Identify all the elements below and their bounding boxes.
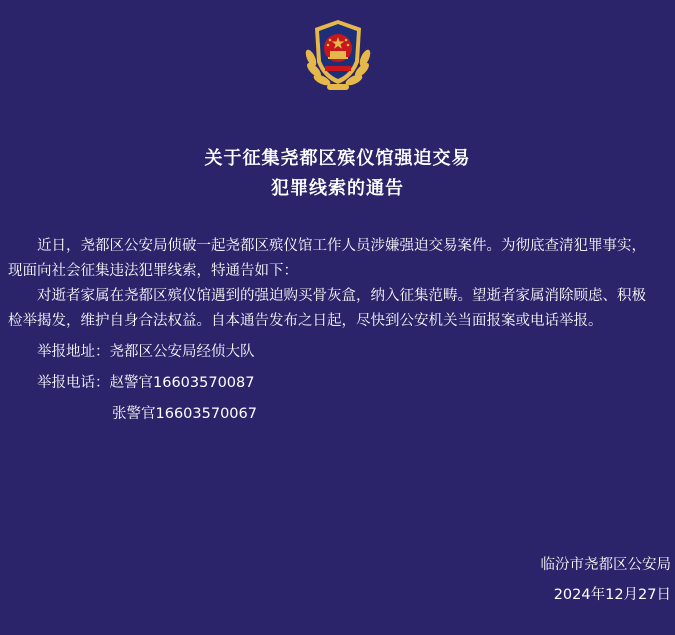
notice-body <box>8 234 648 430</box>
issue-date: 2024年12月27日 <box>553 587 671 603</box>
notice-paragraph-2: 对逝者家属在尧都区殡仪馆遇到的强迫购买骨灰盒，纳入征集范畴。望逝者家属消除顾虑、积极检举揭发，维护自身合法权益。自本通告发布之日起，尽快到公安机关当面报案或电话举报。 <box>8 288 646 329</box>
report-phone-2: 张警官16603570067 <box>112 406 257 422</box>
issuer-signature: 临汾市尧都区公安局 <box>540 557 671 573</box>
police-emblem-icon <box>297 14 379 96</box>
report-address-value: 尧都区公安局经侦大队 <box>109 344 255 360</box>
notice-paragraph-1: 近日，尧都区公安局侦破一起尧都区殡仪馆工作人员涉嫌强迫交易案件。为彻底查清犯罪事实，现面向社会征集违法犯罪线索，特通告如下： <box>8 238 646 279</box>
report-address-label: 举报地址： <box>37 344 110 360</box>
report-phone-line-2 <box>8 399 648 430</box>
notice-title-line1: 关于征集尧都区殡仪馆强迫交易 <box>204 148 471 169</box>
report-address-line <box>8 337 648 368</box>
report-phone-label: 举报电话： <box>37 375 110 391</box>
notice-title-line2: 犯罪线索的通告 <box>271 178 404 199</box>
report-phone-1: 赵警官16603570087 <box>109 375 255 391</box>
report-phone-line <box>8 368 648 399</box>
